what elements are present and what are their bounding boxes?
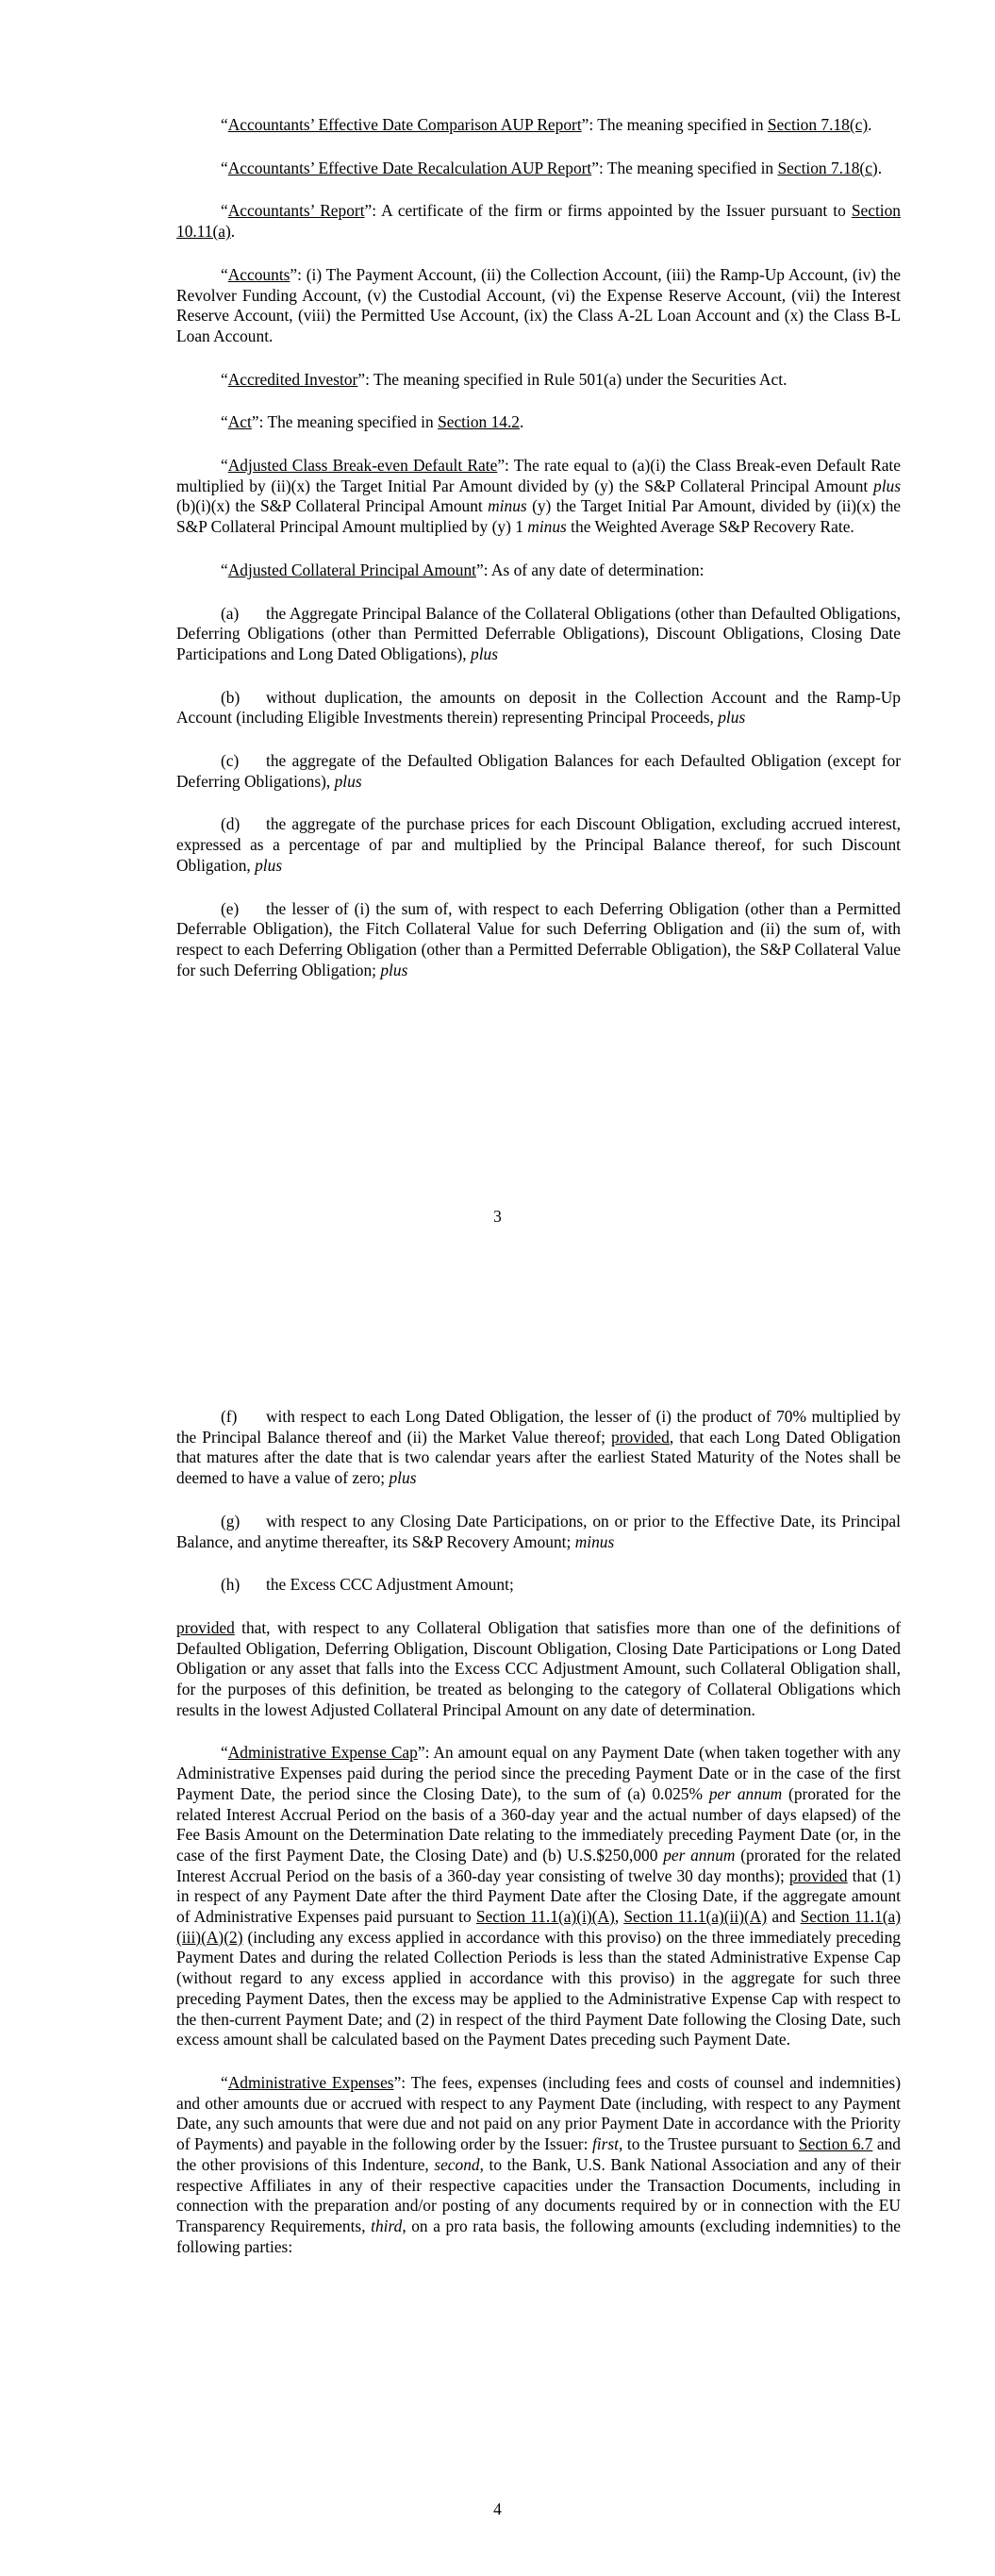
definition-paragraph: “Accounts”: (i) The Payment Account, (ii) the Collection Account, (iii) the Ramp-Up Account, (iv) the Revolver Funding Account, (v) the Custodial Account, (vi) the Expense Reserve Account, (vii) the Interest Reserve Account, (viii) the Permitted Use Account, (ix) the Class A-2L Loan Account and (x) the Class B-L Loan Account.: [176, 264, 901, 345]
proviso-paragraph: provided that, with respect to any Collateral Obligation that satisfies more than one of the definitions of Defaulted Obligation, Deferring Obligation, Discount Obligation, Closing Date Participations or Long Dated Obligation or any asset that falls into the Excess CCC Adjustment Amount, such Collateral Obligation shall, for the purposes of this definition, be treated as belonging to the category of Collateral Obligations which results in the lowest Adjusted Collateral Principal Amount on any date of determination.: [176, 1617, 901, 1719]
definition-paragraph: “Accountants’ Report”: A certificate of the firm or firms appointed by the Issuer pursuant to Section 10.11(a).: [176, 201, 902, 242]
page-4-body: [176, 1407, 901, 2280]
page-4: [0, 1288, 995, 2576]
list-item: (b) without duplication, the amounts on deposit in the Collection Account and the Ramp-Up Account (including Eligible Investments therein) representing Principal Proceeds, plus: [176, 687, 901, 728]
defined-term: Accredited Investor: [227, 369, 358, 389]
page-3-body: [176, 115, 901, 1003]
defined-term: Administrative Expenses: [227, 2072, 394, 2092]
section-reference: Section 10.11(a): [176, 201, 902, 242]
section-reference: Section 11.1(a)(iii)(A)(2): [176, 1907, 902, 1947]
list-item: (a) the Aggregate Principal Balance of the Collateral Obligations (other than Defaulted Obligations, Deferring Obligations (other than Permitted Deferrable Obligations), Discount Obligations, Closing Date Participations and Long Dated Obligations), plus: [176, 603, 901, 663]
item-label: (e): [221, 898, 240, 918]
defined-term: Accountants’ Effective Date Comparison AUP Report: [227, 115, 582, 134]
item-label: (g): [221, 1511, 240, 1531]
page-number: 3: [493, 1207, 502, 1226]
definition-paragraph: “Administrative Expenses”: The fees, expenses (including fees and costs of counsel and indemnities) and other amounts due or accrued with respect to any Payment Date (including, with respect to any Payment Date, any such amounts that were due and not paid on any prior Payment Date in accordance with the Priority of Payments) and payable in the following order by the Issuer: first, to the Trustee pursuant to Section 6.7 and the other provisions of this Indenture, second, to the Bank, U.S. Bank National Association and any of their respective Affiliates in any of their respective capacities under the Transaction Documents, including in connection with the preparation and/or posting of any documents required by or in connection with the EU Transparency Requirements, third, on a pro rata basis, the following amounts (excluding indemnities) to the following parties:: [176, 2072, 902, 2256]
item-label: (a): [221, 603, 240, 623]
item-label: (d): [221, 814, 240, 834]
item-label: (f): [221, 1407, 238, 1426]
defined-term: Accountants’ Effective Date Recalculation AUP Report: [227, 158, 592, 177]
item-label: (b): [221, 687, 240, 707]
list-item: (h) the Excess CCC Adjustment Amount;: [221, 1575, 514, 1595]
section-reference: Section 6.7: [798, 2134, 873, 2154]
defined-term: Accounts: [227, 264, 290, 284]
list-item: (c) the aggregate of the Defaulted Obligation Balances for each Defaulted Obligation (except for Deferring Obligations), plus: [176, 751, 901, 791]
section-reference: Section 7.18(c): [767, 115, 869, 134]
definition-paragraph: “Accountants’ Effective Date Recalculation AUP Report”: The meaning specified in Section 7.18(c).: [221, 158, 883, 177]
section-reference: Section 11.1(a)(i)(A): [475, 1907, 615, 1927]
list-item: (d) the aggregate of the purchase prices for each Discount Obligation, excluding accrued interest, expressed as a percentage of par and multiplied by the Principal Balance thereof, for such Discount Obligation, plus: [176, 814, 901, 875]
definition-paragraph: “Administrative Expense Cap”: An amount equal on any Payment Date (when taken together with any Administrative Expenses paid during the period since the preceding Payment Date or in the case of the first Payment Date, the period since the Closing Date), to the sum of (a) 0.025% per annum (prorated for the related Interest Accrual Period on the basis of a 360-day year and the actual number of days elapsed) of the Fee Basis Amount on the Determination Date relating to the immediately preceding Payment Date (or, in the case of the first Payment Date, the Closing Date) and (b) U.S.$250,000 per annum (prorated for the related Interest Accrual Period on the basis of a 360-day year consisting of twelve 30 day months); provided that (1) in respect of any Payment Date after the third Payment Date after the Closing Date, if the aggregate amount of Administrative Expenses paid pursuant to Section 11.1(a)(i)(A), Section 11.1(a)(ii)(A) and Section 11.1(a)(iii)(A)(2) (including any excess applied in accordance with this proviso) on the three immediately preceding Payment Dates and during the related Collection Periods is less than the stated Administrative Expense Cap (without regard to any excess applied in accordance with this proviso) in the aggregate for such three preceding Payment Dates, then the excess may be applied to the Administrative Expense Cap with respect to the then-current Payment Date; and (2) in respect of the third Payment Date following the Closing Date, such excess amount shall be calculated based on the Payment Dates preceding such Payment Date.: [176, 1743, 902, 2049]
section-reference: Section 11.1(a)(ii)(A): [623, 1907, 768, 1927]
definition-paragraph: “Adjusted Class Break-even Default Rate”: The rate equal to (a)(i) the Class Break-even Default Rate multiplied by (ii)(x) the Target Initial Par Amount divided by (y) the S&P Collateral Principal Amount plus (b)(i)(x) the S&P Collateral Principal Amount minus (y) the Target Initial Par Amount, divided by (ii)(x) the S&P Collateral Principal Amount multiplied by (y) 1 minus the Weighted Average S&P Recovery Rate.: [176, 456, 901, 537]
list-item: (f) with respect to each Long Dated Obligation, the lesser of (i) the product of 70% multiplied by the Principal Balance thereof and (ii) the Market Value thereof; provided, that each Long Dated Obligation that matures after the date that is two calendar years after the earliest Stated Maturity of the Notes shall be deemed to have a value of zero; plus: [176, 1407, 901, 1488]
page-number: 4: [493, 2500, 502, 2518]
defined-term: Adjusted Collateral Principal Amount: [227, 560, 476, 579]
item-label: (c): [221, 751, 240, 771]
definition-paragraph: “Act”: The meaning specified in Section 14.2.: [221, 412, 524, 432]
defined-term: Accountants’ Report: [227, 201, 365, 221]
list-item: (e) the lesser of (i) the sum of, with respect to each Deferring Obligation (other than a Permitted Deferrable Obligation), the Fitch Collateral Value for such Deferring Obligation and (ii) the sum of, with respect to each Deferring Obligation (other than a Permitted Deferrable Obligation), the S&P Collateral Value for such Deferring Obligation; plus: [176, 898, 901, 979]
list-item: (g) with respect to any Closing Date Participations, on or prior to the Effective Date, its Principal Balance, and anytime thereafter, its S&P Recovery Amount; minus: [176, 1511, 901, 1551]
section-reference: Section 7.18(c): [777, 158, 878, 177]
defined-term: Administrative Expense Cap: [227, 1743, 418, 1763]
definition-paragraph: “Adjusted Collateral Principal Amount”: As of any date of determination:: [221, 560, 705, 579]
section-reference: Section 14.2: [438, 412, 521, 432]
defined-term: Act: [227, 412, 252, 432]
item-label: (h): [221, 1575, 240, 1595]
definition-paragraph: “Accountants’ Effective Date Comparison AUP Report”: The meaning specified in Section 7.18(c).: [221, 115, 872, 134]
defined-term: Adjusted Class Break-even Default Rate: [227, 456, 498, 476]
definition-paragraph: “Accredited Investor”: The meaning specified in Rule 501(a) under the Securities Act.: [221, 369, 788, 389]
